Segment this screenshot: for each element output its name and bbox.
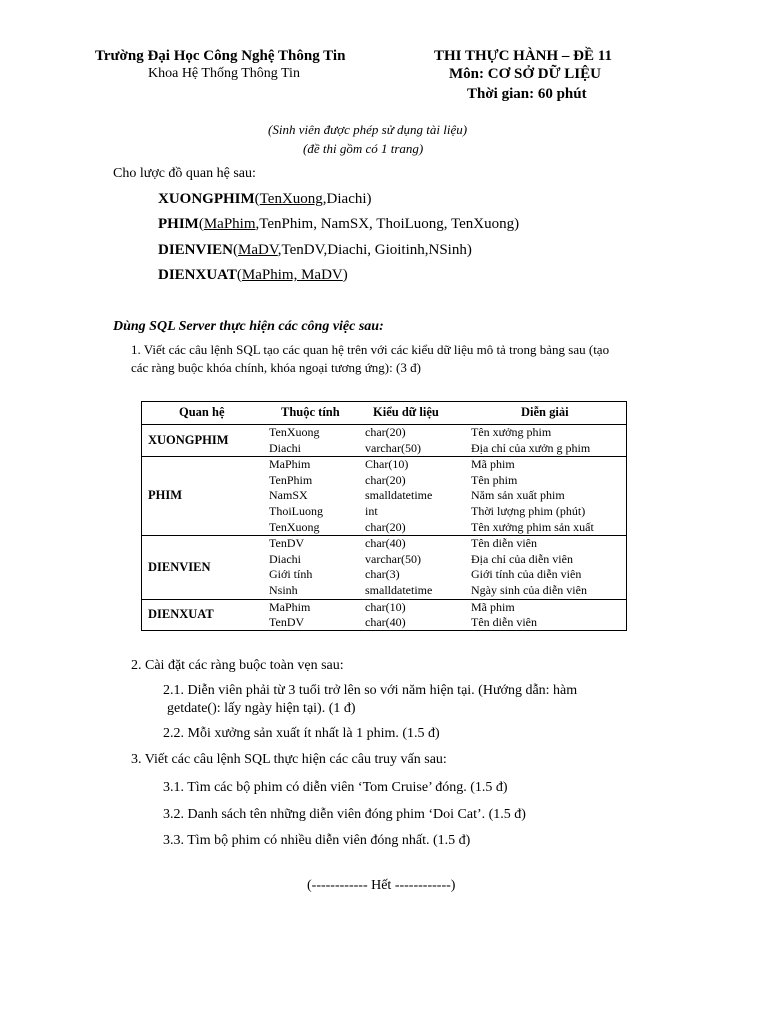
description: Tên phim — [471, 472, 518, 487]
relation-xuongphim — [158, 191, 372, 208]
subject-title: Môn: CƠ SỞ DỮ LIỆU — [449, 66, 601, 82]
description: Địa chỉ của diễn viên — [471, 551, 573, 566]
relation-name: DIENVIEN — [158, 242, 234, 258]
attribute: TenDV — [269, 615, 305, 630]
datatype-cell — [365, 599, 471, 631]
datatype-cell — [365, 536, 471, 599]
schema-table — [142, 402, 627, 631]
datatype-cell — [365, 425, 471, 457]
exam-duration: Thời gian: 60 phút — [467, 86, 587, 102]
description: Tên diễn viên — [471, 615, 537, 630]
header-description: Diễn giải — [471, 402, 627, 425]
relation-dienxuat — [158, 267, 348, 284]
q3-title: 3. Viết các câu lệnh SQL thực hiện các câu truy vấn sau: — [131, 752, 447, 767]
table-header-row — [142, 402, 627, 425]
attribute-cell — [269, 425, 365, 457]
relation-name: XUONGPHIM — [158, 191, 255, 207]
relation-key: TenXuong — [259, 191, 323, 207]
relation-open: ( — [198, 216, 204, 232]
datatype: char(10) — [365, 599, 406, 614]
relation-attrs: ,Diachi) — [322, 191, 372, 207]
attribute-cell — [269, 536, 365, 599]
group-relation-name: XUONGPHIM — [148, 432, 229, 447]
q3-2: 3.2. Danh sách tên những diễn viên đóng phim ‘Doi Cat’. (1.5 đ) — [163, 807, 526, 822]
datatype-cell — [365, 457, 471, 536]
description: Mã phim — [471, 599, 515, 614]
task-heading: Dùng SQL Server thực hiện các công việc sau: — [113, 319, 384, 334]
description: Địa chỉ của xưởn g phim — [471, 440, 591, 455]
group-relation-name: DIENVIEN — [148, 559, 211, 574]
description-cell — [471, 425, 627, 457]
note-pages: (đề thi gồm có 1 trang) — [303, 141, 424, 156]
q1-line2: các ràng buộc khóa chính, khóa ngoại tương ứng): (3 đ) — [131, 360, 421, 375]
description: Giới tính của diễn viên — [471, 567, 582, 582]
relation-key: MaPhim, MaDV — [241, 267, 343, 283]
relation-attrs: ) — [342, 267, 348, 283]
description: Tên xưởng phim sản xuất — [471, 519, 594, 534]
table-group-xuongphim — [142, 425, 627, 457]
table-group-dienxuat — [142, 599, 627, 631]
attribute: TenXuong — [269, 425, 320, 439]
datatype: Char(10) — [365, 457, 409, 472]
group-relation-name: DIENXUAT — [148, 607, 214, 622]
relation-open: ( — [254, 191, 260, 207]
table-group-phim — [142, 457, 627, 536]
description: Mã phim — [471, 457, 515, 472]
q2-2: 2.2. Mỗi xưởng sản xuất ít nhất là 1 phim. (1.5 đ) — [163, 726, 440, 741]
group-relation-name: PHIM — [148, 488, 183, 503]
end-marker: (------------ Hết ------------) — [307, 878, 456, 893]
q2-1-line1: 2.1. Diễn viên phải từ 3 tuổi trở lên so với năm hiện tại. (Hướng dẫn: hàm — [163, 683, 578, 698]
description-cell — [471, 599, 627, 631]
faculty-name: Khoa Hệ Thống Thông Tin — [148, 66, 300, 81]
university-name: Trường Đại Học Công Nghệ Thông Tin — [95, 48, 346, 64]
description: Tên xưởng phim — [471, 425, 552, 439]
description: Ngày sinh của diễn viên — [471, 582, 587, 597]
relation-key: MaPhim — [203, 216, 256, 232]
description: Thời lượng phim (phút) — [471, 503, 586, 518]
description: Tên diễn viên — [471, 536, 537, 551]
relation-key: MaDV — [238, 242, 278, 258]
relation-phim — [158, 216, 519, 233]
datatype: char(20) — [365, 425, 406, 439]
note-materials: (Sinh viên được phép sử dụng tài liệu) — [268, 122, 468, 137]
q1-line1: 1. Viết các câu lệnh SQL tạo các quan hệ trên với các kiểu dữ liệu mô tả trong bảng sau (tạo — [131, 342, 610, 357]
datatype: smalldatetime — [365, 488, 433, 503]
datatype: char(20) — [365, 519, 406, 534]
datatype: char(3) — [365, 567, 400, 582]
exam-title: THI THỰC HÀNH – ĐỀ 11 — [434, 48, 612, 64]
description: Năm sản xuất phim — [471, 488, 565, 503]
datatype: varchar(50) — [365, 551, 421, 566]
datatype: smalldatetime — [365, 582, 433, 597]
relation-open: ( — [233, 242, 239, 258]
header-datatype: Kiểu dữ liệu — [365, 402, 471, 425]
datatype: int — [365, 503, 378, 518]
relation-dienvien — [158, 242, 472, 259]
header-relation: Quan hệ — [142, 402, 269, 425]
attribute: Giới tính — [269, 567, 313, 582]
attribute-cell — [269, 457, 365, 536]
attribute: MaPhim — [269, 457, 311, 472]
q2-title: 2. Cài đặt các ràng buộc toàn vẹn sau: — [131, 658, 344, 673]
attribute: Diachi — [269, 551, 301, 566]
relation-open: ( — [236, 267, 242, 283]
attribute: TenPhim — [269, 472, 313, 487]
relation-name: DIENXUAT — [158, 267, 237, 283]
q3-3: 3.3. Tìm bộ phim có nhiều diễn viên đóng nhất. (1.5 đ) — [163, 833, 471, 848]
table-group-dienvien — [142, 536, 627, 599]
datatype: char(40) — [365, 536, 406, 551]
datatype: char(40) — [365, 615, 406, 630]
description-cell — [471, 536, 627, 599]
attribute: Nsinh — [269, 582, 298, 597]
q2-1-line2: getdate(): lấy ngày hiện tại). (1 đ) — [167, 701, 356, 716]
datatype: char(20) — [365, 472, 406, 487]
relation-attrs: ,TenDV,Diachi, Gioitinh,NSinh) — [277, 242, 472, 258]
attribute: TenDV — [269, 536, 305, 551]
relation-name: PHIM — [158, 216, 199, 232]
attribute-cell — [269, 599, 365, 631]
schema-intro: Cho lược đồ quan hệ sau: — [113, 166, 256, 181]
q3-1: 3.1. Tìm các bộ phim có diễn viên ‘Tom Cruise’ đóng. (1.5 đ) — [163, 780, 508, 795]
attribute: Diachi — [269, 440, 301, 455]
attribute: TenXuong — [269, 519, 320, 534]
relation-attrs: ,TenPhim, NamSX, ThoiLuong, TenXuong) — [255, 216, 520, 232]
attribute: MaPhim — [269, 599, 311, 614]
attribute: NamSX — [269, 488, 308, 503]
header-attribute: Thuộc tính — [269, 402, 365, 425]
datatype: varchar(50) — [365, 440, 421, 455]
description-cell — [471, 457, 627, 536]
attribute: ThoiLuong — [269, 503, 323, 518]
